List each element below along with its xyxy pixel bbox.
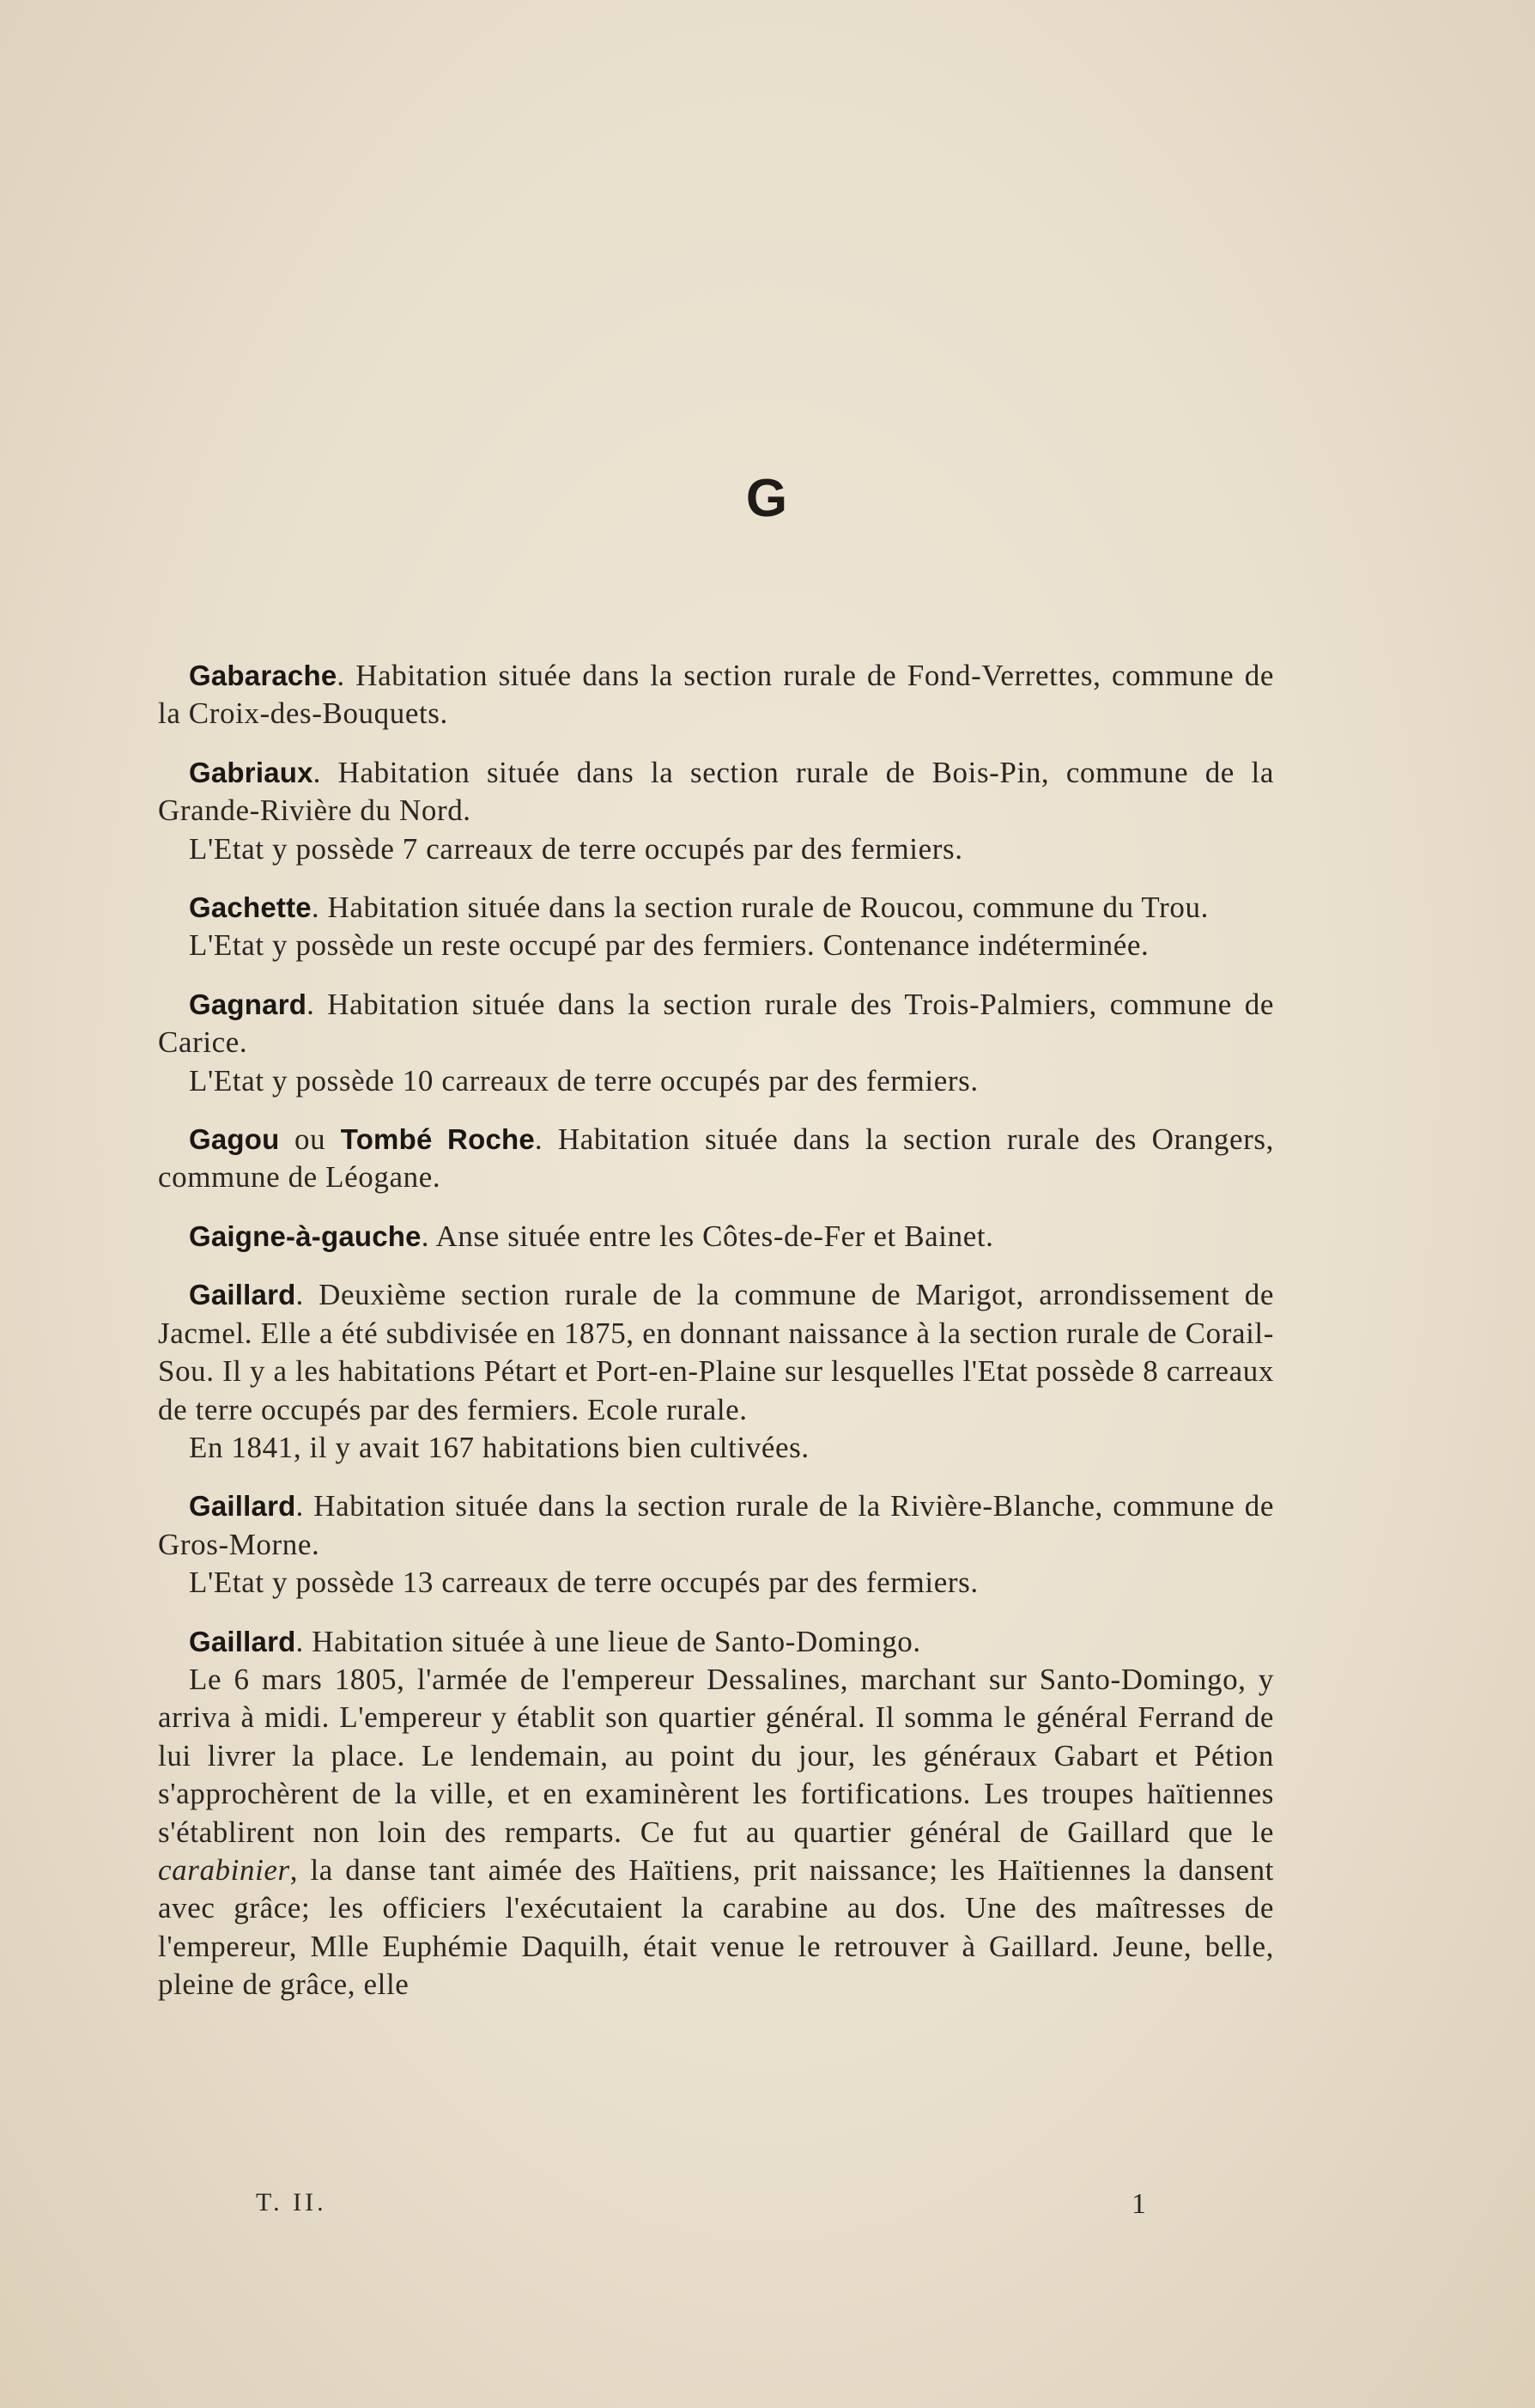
entry-text: Habitation située dans la section rurale de Bois-Pin, commune de la Grande-Rivière du Nord. xyxy=(158,755,1274,828)
entry-text: En 1841, il y avait 167 habitations bien cultivées. xyxy=(189,1430,810,1464)
entry-headword: Gaigne-à-gauche xyxy=(189,1219,422,1252)
entry-headword-alt: Tombé Roche xyxy=(340,1123,535,1156)
page-number: 1 xyxy=(1132,2188,1146,2220)
entry-text: Habitation située dans la section rurale des Orangers, commune de Léogane. xyxy=(158,1122,1274,1195)
dictionary-entries xyxy=(158,657,1274,2025)
entry-headword: Gagou xyxy=(189,1123,280,1156)
entry-headword: Gachette xyxy=(189,891,312,924)
entry-text: Anse située entre les Côtes-de-Fer et Bainet. xyxy=(435,1219,994,1253)
entry-text: L'Etat y possède 13 carreaux de terre occupés par des fermiers. xyxy=(189,1566,979,1600)
entry-gachette: Gachette. Habitation située dans la section rurale de Roucou, commune du Trou. L'Etat y possède un reste occupé par des fermiers. Contenance indéterminée. xyxy=(158,889,1274,965)
entry-headword: Gabarache xyxy=(189,660,337,691)
entry-text: Le 6 mars 1805, l'armée de l'empereur Dessalines, marchant sur Santo-Domingo, y arriva à midi. L'empereur y établit son quartier général. Il somma le général Ferrand de lui livrer la place. Le lendemain, au point du jour, les généraux Gabart et Pétion s'approchèrent de la ville, et en examinèrent les fortifications. Les troupes haïtiennes s'établirent non loin des remparts. Ce fut au quartier général de Gaillard que le carabinier, la danse tant aimée des Haïtiens, prit naissance; les Haïtiennes la dansent avec grâce; les officiers l'exécutaient la carabine au dos. Une des maîtresses de l'empereur, Mlle Euphémie Daquilh, était venue le retrouver à Gaillard. Jeune, belle, pleine de grâce, elle xyxy=(158,1662,1274,2002)
entry-text: Deuxième section rurale de la commune de Marigot, arrondissement de Jacmel. Elle a été subdivisée en 1875, en donnant naissance à la section rurale de Corail-Sou. Il y a les habitations Pétart et Port-en-Plaine sur lesquelles l'Etat possède 8 carreaux de terre occupés par des fermiers. Ecole rurale. xyxy=(158,1278,1274,1426)
entry-text: Habitation située à une lieue de Santo-Domingo. xyxy=(312,1624,921,1658)
entry-headword: Gaillard xyxy=(189,1625,296,1657)
entry-text: Habitation située dans la section rurale de Roucou, commune du Trou. xyxy=(327,891,1209,925)
entry-gabriaux: Gabriaux. Habitation située dans la section rurale de Bois-Pin, commune de la Grande-Rivière du Nord. L'Etat y possède 7 carreaux de terre occupés par des fermiers. xyxy=(158,754,1274,868)
entry-text: L'Etat y possède 7 carreaux de terre occupés par des fermiers. xyxy=(189,831,963,866)
entry-headword: Gaillard xyxy=(189,1490,296,1523)
entry-gaillard-santo-domingo: Gaillard. Habitation située à une lieue de Santo-Domingo. Le 6 mars 1805, l'armée de l'empereur Dessalines, marchant sur Santo-Domingo, y arriva à midi. L'empereur y établit son quartier général. Il somma le général Ferrand de lui livrer la place. Le lendemain, au point du jour, les généraux Gabart et Pétion s'approchèrent de la ville, et en examinèrent les fortifications. Les troupes haïtiennes s'établirent non loin des remparts. Ce fut au quartier général de Gaillard que le carabinier, la danse tant aimée des Haïtiens, prit naissance; les Haïtiennes la dansent avec grâce; les officiers l'exécutaient la carabine au dos. Une des maîtresses de l'empereur, Mlle Euphémie Daquilh, était venue le retrouver à Gaillard. Jeune, belle, pleine de grâce, elle xyxy=(158,1623,1274,2004)
entry-headword: Gaillard xyxy=(189,1279,296,1311)
volume-signature: T. II. xyxy=(256,2188,327,2216)
entry-text: Habitation située dans la section rurale des Trois-Palmiers, commune de Carice. xyxy=(158,987,1274,1060)
entry-text: L'Etat y possède 10 carreaux de terre occupés par des fermiers. xyxy=(189,1063,979,1098)
entry-text: Habitation située dans la section rurale de Fond-Verrettes, commune de la Croix-des-Bouquets. xyxy=(158,659,1275,731)
entry-headword: Gagnard xyxy=(189,988,307,1020)
entry-gaillard-section: Gaillard. Deuxième section rurale de la commune de Marigot, arrondissement de Jacmel. Elle a été subdivisée en 1875, en donnant naissance à la section rurale de Corail-Sou. Il y a les habitations Pétart et Port-en-Plaine sur lesquelles l'Etat possède 8 carreaux de terre occupés par des fermiers. Ecole rurale. En 1841, il y avait 167 habitations bien cultivées. xyxy=(158,1276,1274,1467)
entry-text: L'Etat y possède un reste occupé par des fermiers. Contenance indéterminée. xyxy=(189,928,1150,963)
entry-gagnard: Gagnard. Habitation située dans la section rurale des Trois-Palmiers, commune de Carice. L'Etat y possède 10 carreaux de terre occupés par des fermiers. xyxy=(158,986,1274,1100)
section-letter: G xyxy=(745,469,790,528)
entry-text: Habitation située dans la section rurale de la Rivière-Blanche, commune de Gros-Morne. xyxy=(158,1489,1274,1561)
entry-headword: Gabriaux xyxy=(189,756,313,788)
entry-gabarache: Gabarache. Habitation située dans la section rurale de Fond-Verrettes, commune de la Croix-des-Bouquets. xyxy=(158,659,1275,731)
entry-gaigne-a-gauche: Gaigne-à-gauche. Anse située entre les Côtes-de-Fer et Bainet. xyxy=(189,1219,994,1253)
entry-gagou: Gagou ou Tombé Roche. Habitation située dans la section rurale des Orangers, commune de Léogane. xyxy=(158,1122,1274,1195)
entry-gaillard-habitation: Gaillard. Habitation située dans la section rurale de la Rivière-Blanche, commune de Gros-Morne. L'Etat y possède 13 carreaux de terre occupés par des fermiers. xyxy=(158,1487,1274,1602)
